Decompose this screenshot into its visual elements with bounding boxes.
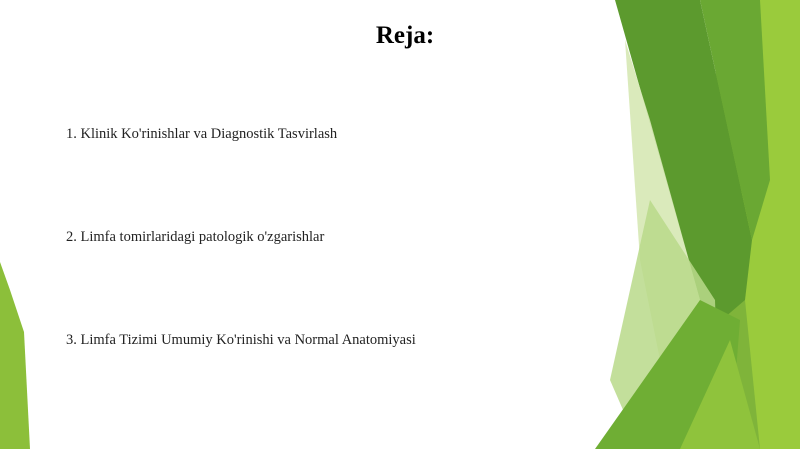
agenda-item-3: 3. Limfa Tizimi Umumiy Ko'rinishi va Normal Anatomiyasi [66,332,416,348]
agenda-item-2: 2. Limfa tomirlaridagi patologik o'zgarishlar [66,229,325,245]
slide-title: Reja: [375,22,435,49]
left-green-sliver [0,262,30,449]
agenda-item-1: 1. Klinik Ko'rinishlar va Diagnostik Tasvirlash [66,126,338,142]
